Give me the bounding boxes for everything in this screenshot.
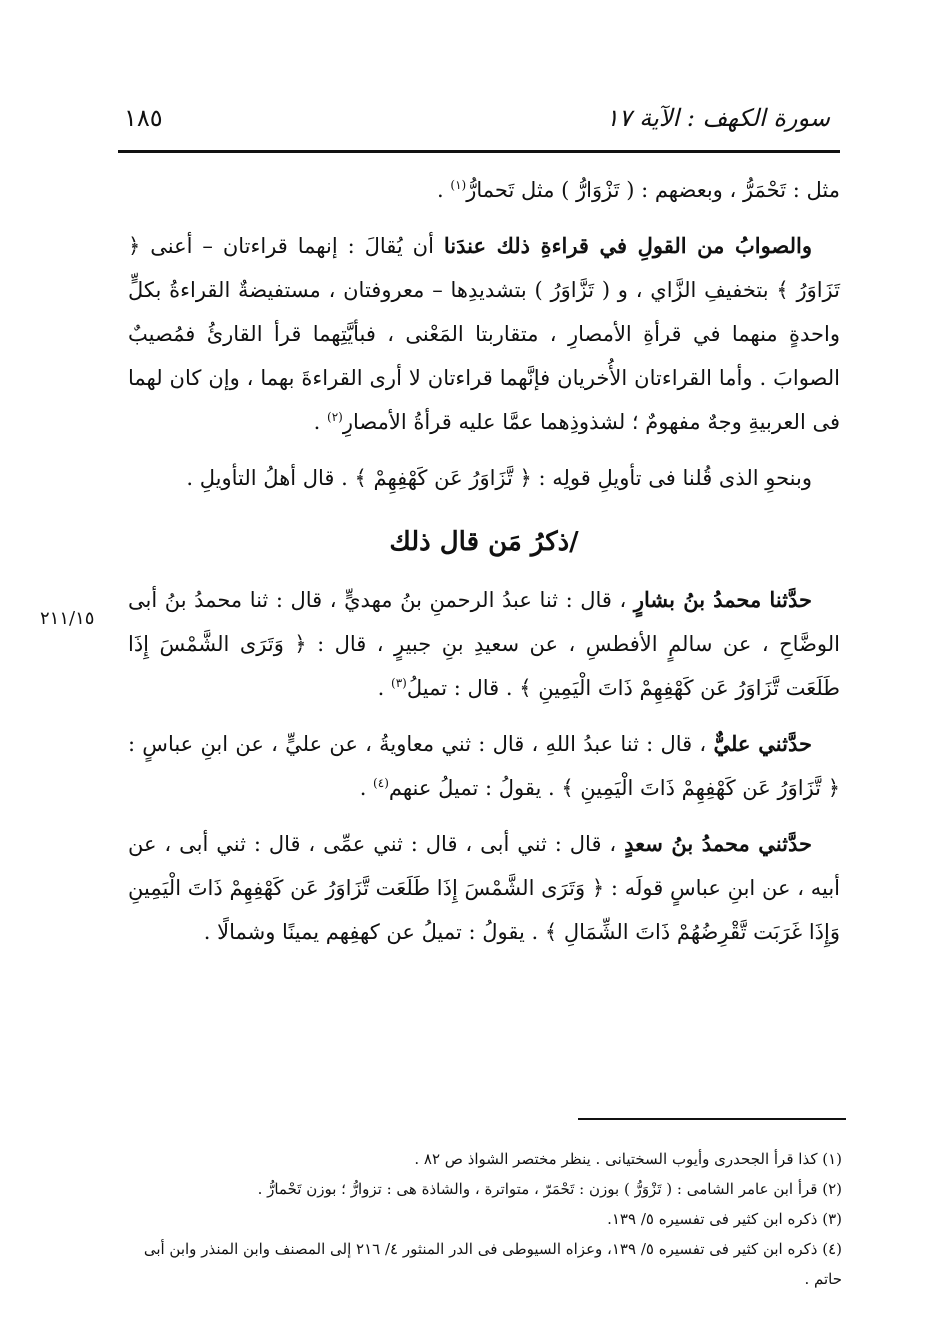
footnote-2: (٢) قرأ ابن عامر الشامى : ( تَزْوَرُّ ) بوزن : تَحْمَرّ ، متواترة ، والشاذة هى : تزوارُّ ؛ بوزن تَحْمارُّ . [257,1180,842,1198]
footnote-4: (٤) ذكره ابن كثير فى تفسيره ٥/ ١٣٩، وعزاه السيوطى فى الدر المنثور ٤/ ٢١٦ إلى المصنف وابن المنذر وابن أبى حاتم . [143,1240,842,1288]
paragraph [128,224,840,444]
section-heading: /ذكرُ مَن قال ذلك [389,527,579,557]
section-heading-row [128,514,840,570]
paragraph-lead: والصوابُ من القولِ في قراءةِ ذلك عندَنا [443,233,813,258]
isnad-lead: حدَّثني عليٌّ [713,731,812,756]
paragraph [128,168,840,212]
hadith-paragraph [128,722,840,810]
paragraph-text: أن يُقالَ : إنهما قراءتان – أعنى ﴿ تَزَاوَرُ ﴾ بتخفيفِ الزَّاي ، و ( تَزَّاوَرُ ) بتشديدِها – معروفتان ، مستفيضةٌ القراءةُ بكلٍّ واحدةٍ منهما في قرأةِ الأمصارِ ، متقاربتا المَعْنى ، فبأيَّتِهما قرأ القارئُ فمُصيبٌ الصوابَ . وأما القراءتان الأُخريان فإنَّهما قراءتان لا أرى القراءةَ بهما ، وإن كان لهما فى العربيةِ وجهٌ مفهومٌ ؛ لشذوذِهما عمَّا عليه قرأةُ الأمصارِ [128,234,840,434]
paragraph-tail: . [313,410,328,434]
paragraph-text: ، قال : ثنا عبدُ الرحمنِ بنُ مهديٍّ ، قال : ثنا محمدُ بنُ أبى الوضَّاحِ ، عن سالمٍ الأفطسِ ، عن سعيدِ بنِ جبيرٍ ، قال : ﴿ وَتَرَى الشَّمْسَ إِذَا طَلَعَت تَّزَاوَرُ عَن كَهْفِهِمْ ذَاتَ الْيَمِينِ ﴾ . قال : تميلُ [128,588,840,700]
paragraph-text: وبنحوِ الذى قُلنا فى تأويلِ قولِه : ﴿ تَّزَاوَرُ عَن كَهْفِهِمْ ﴾ . قال أهلُ التأويلِ . [186,466,812,490]
footnote-marker: (٢) [327,410,343,424]
main-text [128,168,840,966]
footnotes [130,1144,842,1294]
isnad-lead: حدَّثني محمدُ بنُ سعدٍ [624,831,813,856]
paragraph-text: ، قال : ثني أبى ، قال : ثني عمِّى ، قال : ثني أبى ، عن أبيه ، عن ابنِ عباسٍ قولَه : ﴿ وَتَرَى الشَّمْسَ إِذَا طَلَعَت تَّزَاوَرُ عَن كَهْفِهِمْ ذَاتَ الْيَمِينِ وَإِذَا غَرَبَت تَّقْرِضُهُمْ ذَاتَ الشِّمَالِ ﴾ . يقولُ : تميلُ عن كهفِهم يمينًا وشمالًا . [128,832,840,944]
paragraph-tail: . [437,178,451,202]
paragraph-tail: . [377,676,392,700]
footnote-rule [578,1118,846,1120]
paragraph-text: مثل : تَحْمَرُّ ، وبعضهم : ( تَزْوَارُّ ) مثل تَحمارُّ [466,178,840,202]
footnote-3: (٣) ذكره ابن كثير فى تفسيره ٥/ ١٣٩. [607,1210,842,1228]
footnote-marker: (١) [450,178,467,192]
paragraph-text: ، قال : ثنا عبدُ اللهِ ، قال : ثني معاويةُ ، عن عليٍّ ، عن ابنِ عباسٍ : ﴿ تَّزَاوَرُ عَن كَهْفِهِمْ ذَاتَ الْيَمِينِ ﴾ . يقولُ : تميلُ عنهم [128,732,840,800]
running-header [118,96,840,146]
isnad-lead: حدَّثنا محمدُ بنُ بشارٍ [633,587,813,612]
footnote-marker: (٣) [391,676,407,690]
paragraph-tail: . [359,776,374,800]
footnote-marker: (٤) [373,776,389,790]
hadith-paragraph [128,578,840,710]
header-rule [118,150,840,153]
paragraph [128,456,840,500]
hadith-paragraph [128,822,840,954]
header-surah-title: سورة الكهف : الآية ١٧ [605,104,830,132]
page-number: ١٨٥ [124,104,163,132]
margin-reference: ٢١١/١٥ [40,608,95,629]
footnote-1: (١) كذا قرأ الجحدرى وأيوب السختيانى . ينظر مختصر الشواذ ص ٨٢ . [414,1150,842,1168]
